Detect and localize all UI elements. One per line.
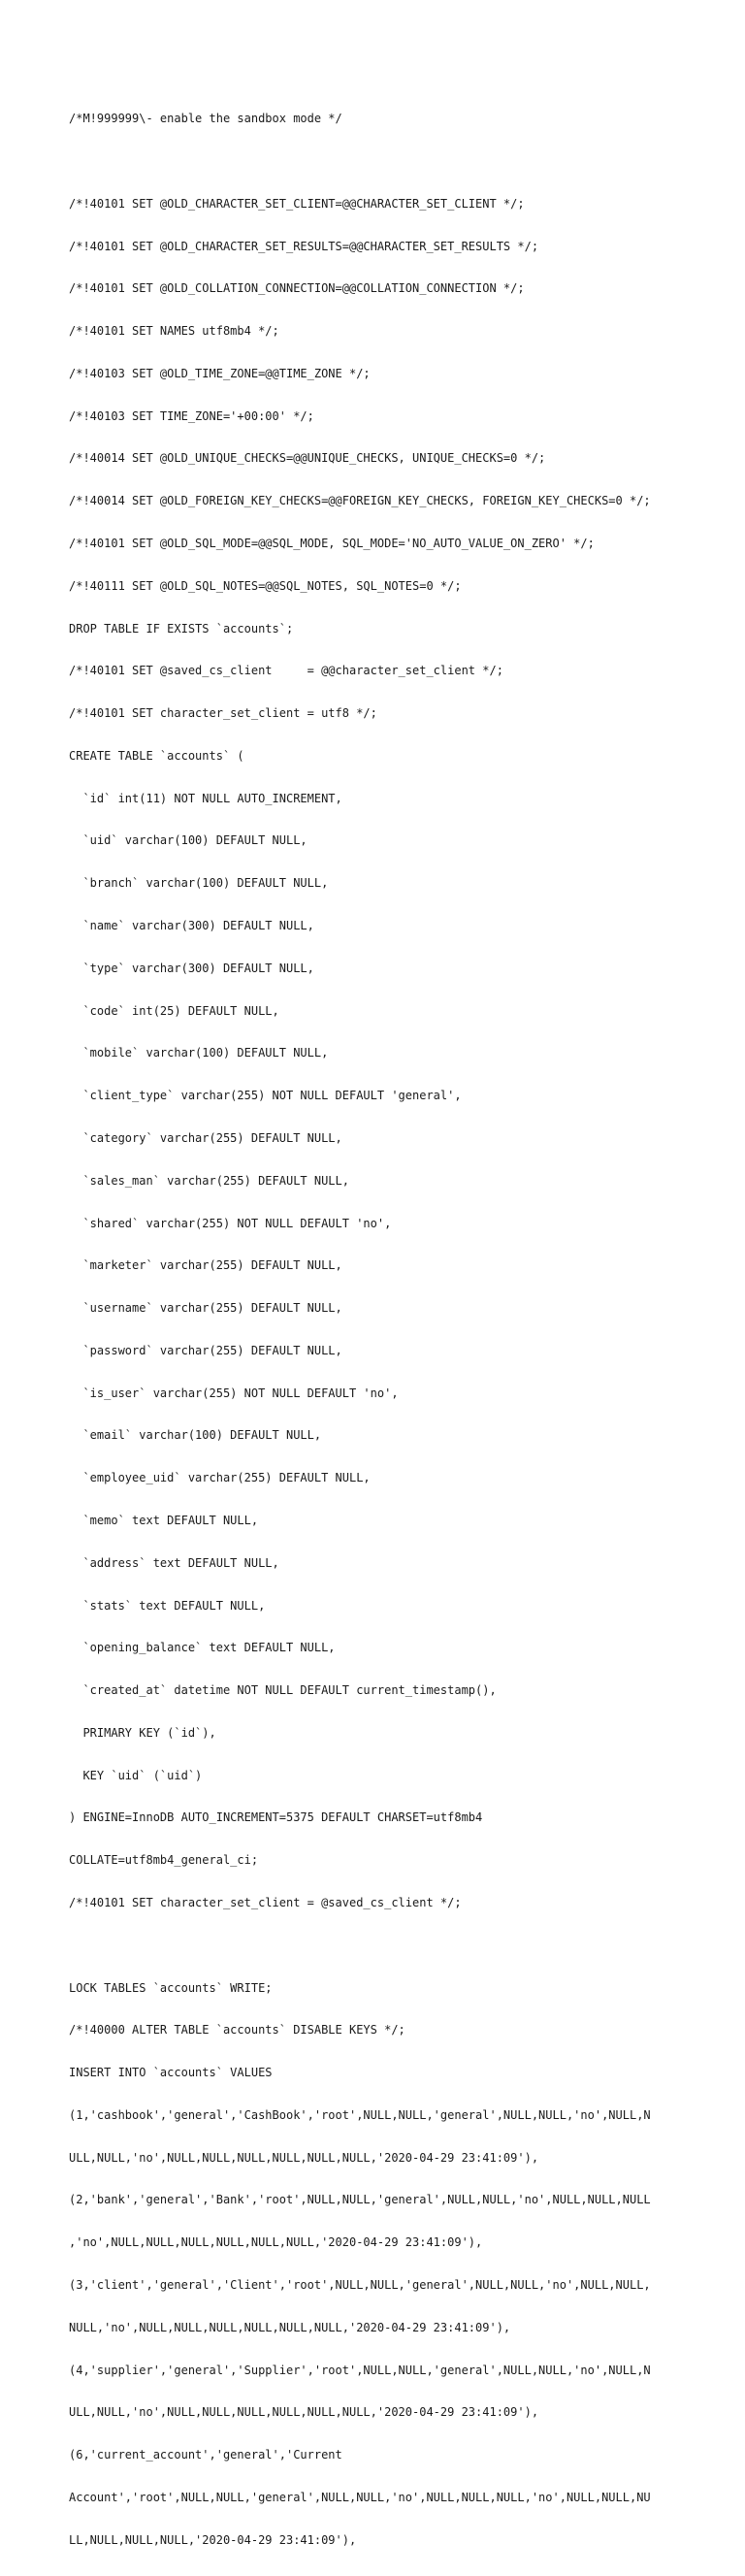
code-line: /*!40014 SET @OLD_UNIQUE_CHECKS=@@UNIQUE_CHECKS, UNIQUE_CHECKS=0 */; [69, 451, 546, 466]
code-line: COLLATE=utf8mb4_general_ci; [69, 1853, 259, 1868]
code-line: /*!40111 SET @OLD_SQL_NOTES=@@SQL_NOTES, SQL_NOTES=0 */; [69, 578, 462, 593]
code-line: /*!40101 SET @OLD_COLLATION_CONNECTION=@@COLLATION_CONNECTION */; [69, 281, 525, 296]
code-line: `memo` text DEFAULT NULL, [69, 1513, 259, 1527]
code-line: (6,'current_account','general','Current [69, 2448, 342, 2462]
code-line: `is_user` varchar(255) NOT NULL DEFAULT 'no', [69, 1386, 399, 1400]
code-line: LOCK TABLES `accounts` WRITE; [69, 1980, 273, 1995]
code-line: ULL,NULL,'no',NULL,NULL,NULL,NULL,NULL,NULL,'2020-04-29 23:41:09'), [69, 2405, 539, 2420]
code-line: /*!40103 SET @OLD_TIME_ZONE=@@TIME_ZONE */; [69, 366, 371, 380]
code-line: `client_type` varchar(255) NOT NULL DEFAULT 'general', [69, 1089, 462, 1103]
code-line: /*!40101 SET NAMES utf8mb4 */; [69, 324, 279, 339]
code-line: /*!40014 SET @OLD_FOREIGN_KEY_CHECKS=@@FOREIGN_KEY_CHECKS, FOREIGN_KEY_CHECKS=0 */; [69, 494, 651, 508]
code-line: `mobile` varchar(100) DEFAULT NULL, [69, 1046, 329, 1060]
code-line: /*!40103 SET TIME_ZONE='+00:00' */; [69, 408, 314, 423]
code-line: /*!40101 SET character_set_client = utf8 */; [69, 706, 377, 721]
code-line: KEY `uid` (`uid`) [69, 1768, 203, 1782]
code-line: `uid` varchar(100) DEFAULT NULL, [69, 833, 308, 848]
code-line: (2,'bank','general','Bank','root',NULL,NULL,'general',NULL,NULL,'no',NULL,NULL,NULL [69, 2193, 651, 2207]
code-line: `code` int(25) DEFAULT NULL, [69, 1003, 279, 1018]
code-line: `shared` varchar(255) NOT NULL DEFAULT 'no', [69, 1216, 392, 1230]
code-line: CREATE TABLE `accounts` ( [69, 748, 244, 763]
code-line: /*!40101 SET @OLD_SQL_MODE=@@SQL_MODE, SQL_MODE='NO_AUTO_VALUE_ON_ZERO' */; [69, 537, 595, 550]
code-line: /*!40101 SET character_set_client = @saved_cs_client */; [69, 1896, 462, 1909]
code-line: /*!40101 SET @saved_cs_client = @@character_set_client */; [69, 664, 503, 678]
code-line: ,'no',NULL,NULL,NULL,NULL,NULL,NULL,'2020-04-29 23:41:09'), [69, 2235, 483, 2250]
code-line: `username` varchar(255) DEFAULT NULL, [69, 1301, 342, 1316]
code-line: `sales_man` varchar(255) DEFAULT NULL, [69, 1173, 349, 1188]
code-line: INSERT INTO `accounts` VALUES [69, 2066, 273, 2080]
code-line: `employee_uid` varchar(255) DEFAULT NULL, [69, 1471, 371, 1485]
code-line: NULL,'no',NULL,NULL,NULL,NULL,NULL,NULL,'2020-04-29 23:41:09'), [69, 2320, 511, 2334]
code-line: (3,'client','general','Client','root',NULL,NULL,'general',NULL,NULL,'no',NULL,NULL, [69, 2278, 651, 2293]
sql-dump-text [69, 83, 690, 2576]
code-line: (4,'supplier','general','Supplier','root',NULL,NULL,'general',NULL,NULL,'no',NULL,N [69, 2363, 651, 2377]
code-line: DROP TABLE IF EXISTS `accounts`; [69, 621, 294, 636]
code-line: /*!40101 SET @OLD_CHARACTER_SET_CLIENT=@@CHARACTER_SET_CLIENT */; [69, 196, 525, 211]
code-line: `id` int(11) NOT NULL AUTO_INCREMENT, [69, 791, 342, 805]
code-line: /*!40101 SET @OLD_CHARACTER_SET_RESULTS=@@CHARACTER_SET_RESULTS */; [69, 239, 539, 253]
code-line: PRIMARY KEY (`id`), [69, 1725, 216, 1740]
code-line: `password` varchar(255) DEFAULT NULL, [69, 1343, 342, 1357]
code-line: ULL,NULL,'no',NULL,NULL,NULL,NULL,NULL,NULL,'2020-04-29 23:41:09'), [69, 2150, 539, 2165]
code-line: /*M!999999\- enable the sandbox mode */ [69, 112, 342, 126]
code-line: ) ENGINE=InnoDB AUTO_INCREMENT=5375 DEFAULT CHARSET=utf8mb4 [69, 1810, 483, 1825]
code-line: `created_at` datetime NOT NULL DEFAULT current_timestamp(), [69, 1683, 497, 1698]
code-line: /*!40000 ALTER TABLE `accounts` DISABLE KEYS */; [69, 2023, 405, 2038]
code-line: Account','root',NULL,NULL,'general',NULL,NULL,'no',NULL,NULL,NULL,'no',NULL,NULL,NU [69, 2490, 651, 2504]
code-line: `email` varchar(100) DEFAULT NULL, [69, 1428, 322, 1443]
code-line: (1,'cashbook','general','CashBook','root',NULL,NULL,'general',NULL,NULL,'no',NULL,N [69, 2107, 651, 2122]
code-line: `type` varchar(300) DEFAULT NULL, [69, 961, 314, 975]
code-line: `category` varchar(255) DEFAULT NULL, [69, 1130, 342, 1145]
code-line [69, 1939, 690, 1953]
code-line: `address` text DEFAULT NULL, [69, 1555, 279, 1570]
code-line: `opening_balance` text DEFAULT NULL, [69, 1641, 336, 1655]
code-line: `branch` varchar(100) DEFAULT NULL, [69, 876, 329, 891]
code-line: `name` varchar(300) DEFAULT NULL, [69, 919, 314, 933]
code-line: `marketer` varchar(255) DEFAULT NULL, [69, 1258, 342, 1273]
code-line: LL,NULL,NULL,NULL,'2020-04-29 23:41:09'), [69, 2532, 357, 2547]
code-line [69, 154, 690, 169]
code-line: `stats` text DEFAULT NULL, [69, 1598, 266, 1613]
